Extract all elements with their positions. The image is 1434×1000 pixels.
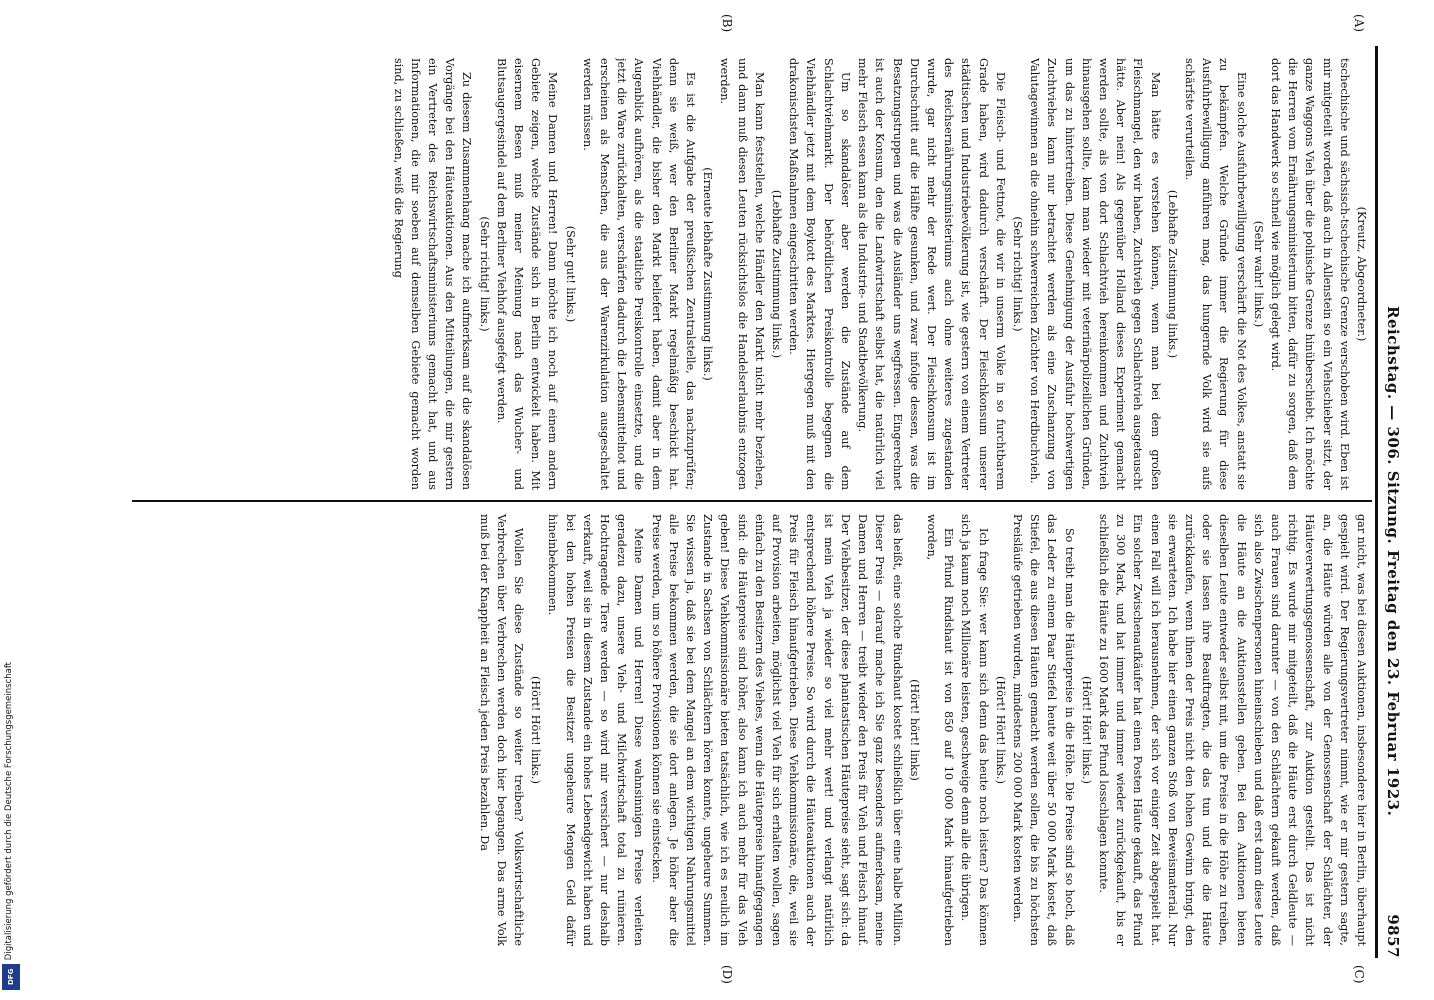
interjection: (Sehr wahr! links.)	[1251, 220, 1265, 328]
interjection: (Lebhafte Zustimmung links.)	[770, 189, 784, 359]
interjection: (Sehr richtig! links.)	[477, 216, 491, 332]
header-title: Reichstag. — 306. Sitzung. Freitag den 23. Februar 1923.	[1384, 306, 1402, 817]
paragraph: So treibt man die Häutepreise in die Höhe. Die Preise sind so hoch, daß das Leder zu einem Paar Stiefel heute weit über 50 000 Mark kostet, daß Stiefel, die aus diesen Häuten gemacht werden sollen, die bis zu höchsten Preisläufe getrieben wurden, mindestens 200 000 Mark kosten werden.	[1010, 514, 1076, 946]
page-header	[1378, 46, 1402, 958]
paragraph: tschechische und sächsisch-tschechische Grenze verschoben wird. Eben ist mir mitgeteilt worden, daß auch in Allenstein so ein Viehschieber sitzt, der ganze Waggons Vieh über die polnische Grenze hinüberschiebt. Ich möchte die Herren vom Ernährungsministerium bitten, dafür zu sorgen, daß dem dort das Handwerk so schnell wie möglich gelegt wird.	[1268, 58, 1351, 490]
margin-mark-a: (A)	[1352, 14, 1366, 33]
margin-mark-d: (D)	[720, 965, 734, 984]
left-column	[130, 58, 1370, 490]
interjection: (Hört! hört! links)	[907, 679, 921, 781]
paragraph: Wollen Sie diese Zustände so weiter treiben? Volkswirtschaftliche Verbrechen über Verbrechen werden doch hier begangen. Das arme Volk muß bei der Knappheit an Fleisch jeden Preis bezahlen. Da	[477, 514, 526, 946]
paragraph: Ich frage Sie: wer kann sich denn das heute noch leisten? Das können sich ja kaum noch Millionäre leisten, geschweige denn alle die übrigen.	[959, 514, 990, 946]
digitization-credit: Digitalisierung gefördert durch die Deutsche Forschungsgemeinschaft	[4, 661, 14, 960]
page-number: 9857	[1384, 914, 1402, 958]
paragraph: Meine Damen und Herren! Dann möchte ich noch auf einem andern Gebiete zeigen, welche Zustände sich in Berlin entwickelt haben. Mit eisernem Besen muß meiner Meinung nach das Wucher- und Blutsaugergesindel auf dem Berliner Viehhof ausgefegt werden.	[494, 58, 560, 490]
paragraph: Man hätte es verstehen können, wenn man bei dem großen Fleischmangel, den wir haben, Zuchtvieh gegen Schlachtvieh ausgetauscht hätte. Aber nein! Als gegenüber Holland dieses Experiment gemacht werden sollte, als von dort Schlachtvieh hereinkommen und Zuchtvieh hinausgehen sollte, kam man wieder mit veterinärpolizeilichen Gründen, um das zu hintertreiben. Diese Genehmigung der Ausfuhr hochwertigen Zuchtviehes kann nur betrachtet werden als eine Zuschanzung von Valutagewinnen an die ohnehin schwerreichen Züchter von Herdbuchvieh.	[1028, 58, 1162, 490]
interjection: (Erneute lebhafte Zustimmung links.)	[701, 167, 715, 381]
paragraph: gar nicht, was bei diesen Auktionen, insbesondere hier in Berlin, überhaupt gespielt wird. Der Regierungsvertreter nimmt, wie er mir gestern sagte, an, die Häute würden alle von der Genossenschaft der Schlächter, der Häuteverwertungsgenossenschaft, zur Auktion gestellt. Das ist nicht richtig. Es wurde mir mitgeteilt, daß die Häute erst durch Geldleute — auch Frauen sind darunter — von den Schlächtern gekauft werden, daß sich also Zwischenpersonen hineinschieben und daß erst dann diese Leute die Häute an die Auktionsstellen geben. Bei den Auktionen bieten dieselben Leute entweder selbst mit, um die Preise in die Höhe zu treiben, oder sie lassen ihre Beauftragten, die das tun und die die Häute zurückkaufen, wenn ihnen der Preis nicht den hohen Gewinn bringt, den sie erwarteten. Ich habe hier einen ganzen Stoß von Beweismaterial. Nur einen Fall will ich herausnehmen, der sich vor einiger Zeit abgespielt hat. Ein solcher Zwischenaufkäufer hat einen Posten Häute gekauft, das Pfund zu 300 Mark, und hat immer und immer wieder zurückgekauft, bis er schließlich die Häute zu 1600 Mark das Pfund losschlagen konnte.	[1096, 514, 1368, 946]
paragraph: Meine Damen und Herren! Diese wahnsinnigen Preise verleiten geradezu dazu, unsere Vieh- und Milchwirtschaft total zu ruinieren. Hochtragende Tiere werden — so wird mir versichert — nur deshalb verkauft, weil sie in diesem Zustande ein hohes Lebendgewicht haben und bei den hohen Preisen die Besitzer ungeheure Mengen Geld dafür hineinbekommen.	[546, 514, 646, 946]
paragraph: Um so skandalöser aber werden die Zustände auf dem Schlachtviehmarkt. Der behördlichen Preiskontrolle begegnen die Viehhändler jetzt mit dem Boykott des Marktes. Hiergegen muß mit den drakonischsten Maßnahmen eingeschritten werden.	[787, 58, 852, 490]
interjection: (Sehr richtig! links.)	[1010, 216, 1024, 332]
paragraph: Zu diesem Zusammenhang mache ich aufmerksam auf die skandalösen Vorgänge bei den Häuteauktionen. Aus den Mitteilungen, die mir gestern ein Vertreter des Reichswirtschaftsministeriums gemacht hat, und aus Informationen, die mir soeben auf demselben Gebiete gemacht worden sind, zu schließen, weiß die Regierung	[391, 58, 474, 490]
right-column	[130, 514, 1370, 946]
paragraph: Eine solche Ausfuhrbewilligung verschärft die Not des Volkes, anstatt sie zu bekämpfen. Welche Gründe immer die Regierung für diese Ausfuhrbewilligung anführen mag, das hungernde Volk wird sie aufs schärfste verurteilen.	[1182, 58, 1248, 490]
dfg-logo-icon: DFG	[2, 964, 20, 990]
interjection: (Sehr gut! links.)	[563, 225, 577, 323]
margin-mark-c: (C)	[1352, 965, 1366, 984]
interjection: (Hört! Hört! links.)	[1079, 676, 1093, 784]
paragraph: Ein Pfund Rindshaut ist von 850 auf 10 000 Mark hinaufgetrieben worden,	[924, 514, 956, 946]
column-divider	[132, 500, 1372, 502]
speaker-note: (Kreutz, Abgeordneter.)	[1355, 206, 1368, 342]
interjection: (Hört! Hört! links.)	[529, 676, 543, 784]
paragraph: das heißt, eine solche Rindshaut kostet schließlich über eine halbe Million. Dieser Preis — darauf mache ich Sie ganz besonders aufmerksam, meine Damen und Herren — treibt wieder den Preis für Vieh und Fleisch hinauf. Der Viehbesitzer, der diese phantastischen Häutepreise sieht, sagt sich: da ist mein Vieh ja wieder so viel mehr wert! und verlangt natürlich entsprechend höhere Preise. So wird durch die Häuteauktionen auch der Preis für Fleisch hinaufgetrieben. Diese Viehkommissionäre, die, weil sie auf Provision arbeiten, möglichst viel Vieh für sich erhalten wollen, sagen einfach zu den Besitzern des Viehes, wenn die Häutepreise hinaufgegangen sind: die Häutepreise sind höher, also kann ich auch mehr für das Vieh geben! Diese Viehkommissionäre bieten tatsächlich, wie ich es neulich im Zustande in Sachsen von Schlächtern hören konnte, ungeheure Summen. Sie wissen ja, daß sie bei dem Mangel an dem wichtigen Nahrungsmittel alle Preise bekommen werden, die sie dort anlegen. Je höher aber die Preise werden, um so höhere Provisionen können sie einstecken.	[649, 514, 904, 946]
paragraph: Man kann feststellen, welche Händler den Markt nicht mehr beziehen, und dann muß diesen Leuten rücksichtslos die Handelserlaubnis entzogen werden.	[718, 58, 766, 490]
paragraph: Es ist die Aufgabe der preußischen Zentralstelle, das nachzuprüfen; denn sie weiß, wer den Berliner Markt regelmäßig beschickt hat. Viehhändler, die bisher den Markt beliefert haben, damit aber in dem Augenblick aufhören, als die staatliche Preiskontrolle einsetzte, und die jetzt die Ware zurückhalten, verschärfen dadurch die Lebensmittelnot und erscheinen als Menschen, die aus der Warenzirkulation ausgeschaltet werden müssen.	[580, 58, 698, 490]
document-page	[84, 0, 1434, 1000]
interjection: (Lebhafte Zustimmung links.)	[1165, 189, 1179, 359]
header-rule	[1375, 46, 1378, 958]
paragraph: Die Fleisch- und Fettnot, die wir in unserm Volke in so furchtbarem Grade haben, wird dadurch verschärft. Der Fleischkonsum unserer städtischen und Industriebevölkerung ist, wie gestern von einem Vertreter des Reichsernährungsministeriums auch ohne weiteres zugestanden wurde, gar nicht mehr der Rede wert. Der Fleischkonsum ist im Durchschnitt auf die Hälfte gesunken, und zwar infolge dessen, was die Besatzungstruppen und was die Ausländer uns wegfressen. Eingerechnet ist auch der Konsum, den die Landwirtschaft selbst hat, die natürlich viel mehr Fleisch essen kann als die Industrie- und Stadtbevölkerung.	[856, 58, 1007, 490]
margin-mark-b: (B)	[720, 14, 734, 33]
interjection: (Hört! Hört! links.)	[993, 676, 1007, 784]
